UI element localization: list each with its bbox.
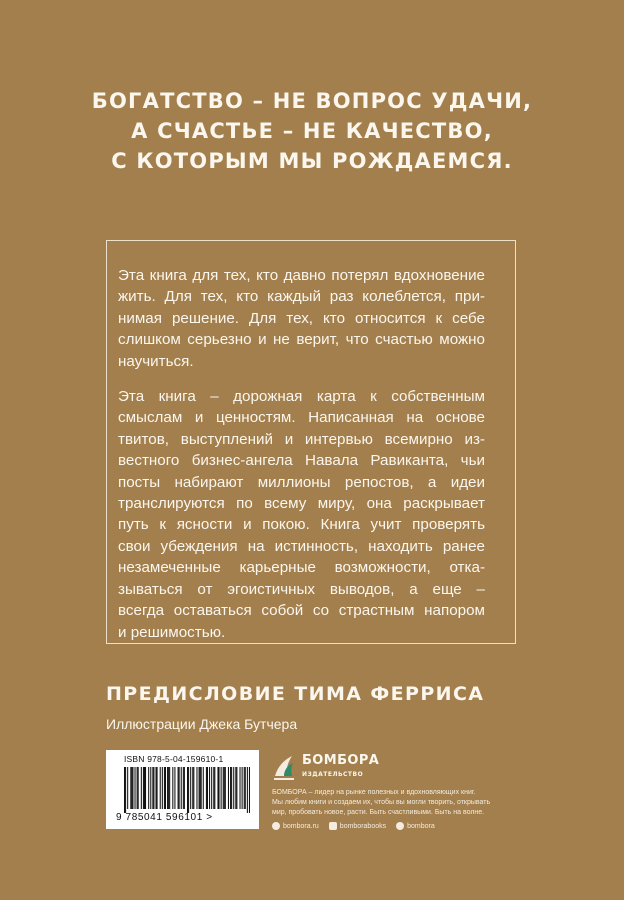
- barcode-bar: [143, 767, 144, 809]
- barcode-bar: [199, 767, 200, 809]
- telegram-icon: [396, 822, 404, 830]
- barcode-bar: [196, 767, 197, 809]
- barcode-bar: [188, 767, 189, 813]
- barcode-bar: [203, 767, 204, 809]
- barcode-bar: [223, 767, 224, 809]
- barcode-bar: [181, 767, 182, 809]
- description-line: свои убеждения на истинность, находить ранее: [118, 537, 485, 555]
- barcode-bar: [245, 767, 246, 809]
- barcode-bar: [214, 767, 215, 809]
- description-line: научиться.: [118, 352, 194, 370]
- barcode-bar: [207, 767, 208, 809]
- barcode-bar: [184, 767, 185, 809]
- barcode-bar: [242, 767, 243, 809]
- barcode-bar: [230, 767, 231, 809]
- headline-line: А СЧАСТЬЕ – НЕ КАЧЕСТВО,: [131, 119, 493, 143]
- barcode-bar: [160, 767, 161, 809]
- description-line: зываться от эгоистичных выводов, а еще –: [118, 580, 485, 598]
- social-label: bombora.ru: [283, 822, 319, 830]
- barcode-bar: [135, 767, 136, 809]
- barcode-bar: [235, 767, 236, 809]
- barcode-bar: [162, 767, 163, 809]
- bombora-wave-icon: [272, 752, 296, 782]
- publisher-socials: [272, 822, 522, 830]
- social-telegram[interactable]: [396, 822, 435, 830]
- barcode-bar: [183, 767, 184, 809]
- barcode-bar: [145, 767, 146, 809]
- barcode-bar: [201, 767, 202, 809]
- publisher-description: [272, 788, 522, 818]
- barcode-bar: [169, 767, 170, 809]
- barcode-bar: [190, 767, 191, 809]
- isbn-label: ISBN 978-5-04-159610-1: [124, 754, 224, 764]
- barcode-bar: [164, 767, 165, 809]
- publisher-name-text: БОМБОРА: [302, 752, 380, 768]
- description-line: Эта книга – дорожная карта к собственным: [118, 388, 485, 406]
- description-line: посты набирают миллионы репостов, а идеи: [118, 473, 485, 491]
- barcode-icon: [124, 767, 252, 813]
- barcode-bar: [221, 767, 222, 809]
- barcode-bar: [233, 767, 234, 809]
- barcode-bar: [244, 767, 245, 809]
- social-label: bombora: [407, 822, 435, 830]
- description-line: слишком серьезно и не верит, что счастью можно: [118, 331, 485, 349]
- barcode-bar: [209, 767, 210, 809]
- barcode-bar: [152, 767, 153, 809]
- barcode-bar: [219, 767, 220, 809]
- barcode-bar: [240, 767, 241, 809]
- barcode-bar: [228, 767, 229, 809]
- barcode-bar: [153, 767, 154, 809]
- barcode-bar: [124, 767, 125, 813]
- headline-line: С КОТОРЫМ МЫ РОЖДАЕМСЯ.: [111, 149, 513, 173]
- barcode-bar: [137, 767, 138, 809]
- barcode-bar: [249, 767, 250, 813]
- barcode-bar: [141, 767, 142, 809]
- barcode-bar: [200, 767, 201, 809]
- barcode-bar: [236, 767, 237, 809]
- publisher-subtitle: ИЗДАТЕЛЬСТВО: [302, 770, 364, 778]
- barcode-bar: [172, 767, 173, 809]
- barcode-bar: [150, 767, 151, 809]
- description-line: вестного бизнес-ангела Навала Равиканта, чьи: [118, 452, 485, 470]
- description-line: Эта книга для тех, кто давно потерял вдохновение: [118, 267, 485, 284]
- barcode-bar: [130, 767, 131, 809]
- barcode-bar: [156, 767, 157, 809]
- barcode-bar: [148, 767, 149, 809]
- headline-line: БОГАТСТВО – НЕ ВОПРОС УДАЧИ,: [91, 89, 533, 113]
- barcode-bar: [132, 767, 133, 809]
- barcode-bar: [174, 767, 175, 809]
- publisher-text-line: Мы любим книги и создаем их, чтобы вы могли творить, открывать: [272, 799, 491, 806]
- barcode-bar: [187, 767, 188, 813]
- paragraph-gap: [118, 372, 485, 386]
- barcode-digits: 9 785041 596101 >: [116, 812, 213, 823]
- publisher-name: [302, 754, 379, 781]
- description-line: и решимостью.: [118, 623, 226, 641]
- barcode-bar: [211, 767, 212, 809]
- description-line: твитов, выступлений и интервью всемирно из-: [118, 430, 485, 448]
- barcode-bar: [167, 767, 168, 809]
- barcode-bar: [138, 767, 139, 809]
- barcode-bar: [165, 767, 166, 809]
- barcode-bar: [127, 767, 128, 809]
- publisher-text-line: мир, пробовать новое, расти. Быть счастливыми. Быть на волне.: [272, 809, 485, 816]
- description-line: путь к ясности и покою. Книга учит проверять: [118, 516, 485, 534]
- barcode-bar: [206, 767, 207, 809]
- barcode-bar: [247, 767, 248, 813]
- social-vk[interactable]: [329, 822, 386, 830]
- barcode-bar: [157, 767, 158, 809]
- web-icon: [272, 822, 280, 830]
- description-line: транслируются по всему миру, она раскрывает: [118, 495, 485, 513]
- barcode-panel: [106, 750, 259, 829]
- publisher-text-line: БОМБОРА – лидер на рынке полезных и вдохновляющих книг.: [272, 789, 476, 796]
- headline: [0, 86, 624, 176]
- illustrations-credit: Иллюстрации Джека Бутчера: [106, 716, 298, 732]
- barcode-bar: [213, 767, 214, 809]
- barcode-bar: [178, 767, 179, 809]
- barcode-bar: [224, 767, 225, 809]
- barcode-bar: [192, 767, 193, 809]
- barcode-bar: [168, 767, 169, 809]
- social-web[interactable]: [272, 822, 319, 830]
- barcode-bar: [225, 767, 226, 809]
- description-line: жить. Для тех, кто каждый раз колеблется, при-: [118, 288, 485, 306]
- vk-icon: [329, 822, 337, 830]
- description-line: всегда оставаться собой со страстным напором: [118, 602, 485, 620]
- barcode-bar: [125, 767, 126, 813]
- description: [118, 265, 485, 643]
- publisher-logo: [272, 752, 522, 782]
- barcode-bar: [217, 767, 218, 809]
- description-line: нимая решение. Для тех, кто относится к себе: [118, 309, 485, 327]
- social-label: bomborabooks: [339, 822, 387, 830]
- description-line: незамеченные карьерные возможности, отка-: [118, 559, 485, 577]
- description-line: смыслам и ценностям. Написанная на основе: [118, 409, 485, 427]
- barcode-bar: [193, 767, 194, 809]
- barcode-bar: [131, 767, 132, 809]
- barcode-bar: [179, 767, 180, 809]
- foreword-credit: ПРЕДИСЛОВИЕ ТИМА ФЕРРИСА: [106, 683, 485, 705]
- publisher-block: [272, 752, 522, 830]
- barcode-bar: [144, 767, 145, 809]
- barcode-bar: [231, 767, 232, 809]
